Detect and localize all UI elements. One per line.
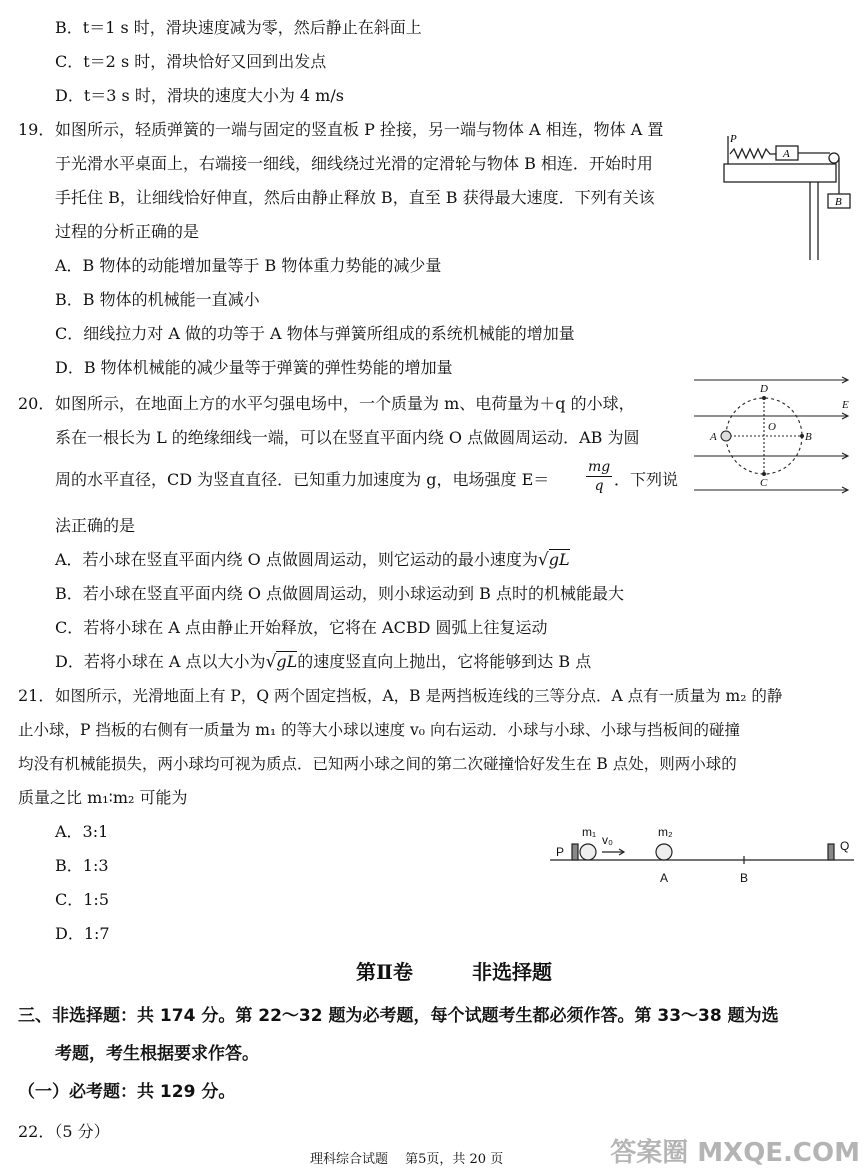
q21-line-3: 均没有机械能损失，两小球均可视为质点．已知两小球之间的第二次碰撞恰好发生在 B 点处，则两小球的 xyxy=(18,755,737,773)
q20-option-b: B．若小球在竖直平面内绕 O 点做圆周运动，则小球运动到 B 点时的机械能最大 xyxy=(55,584,624,603)
q19-line-2: 于光滑水平桌面上，右端接一细线，细线绕过光滑的定滑轮与物体 B 相连．开始时用 xyxy=(55,154,653,173)
q20-option-d-text-pre: D．若将小球在 A 点以大小为 xyxy=(55,652,266,671)
q21-option-a: A．3:1 xyxy=(55,822,109,841)
q20-line-1: 如图所示，在地面上方的水平匀强电场中，一个质量为 m、电荷量为＋q 的小球， xyxy=(55,394,635,413)
q21-fig-label-m1: m₁ xyxy=(582,825,597,839)
q20-fig-label-b: B xyxy=(805,431,812,443)
q20-fraction-numerator: mg xyxy=(588,459,611,475)
q19-option-b: B．B 物体的机械能一直减小 xyxy=(55,290,260,309)
q21-fig-label-v0: v₀ xyxy=(602,833,613,847)
q20-option-c: C．若将小球在 A 点由静止开始释放，它将在 ACBD 圆弧上往复运动 xyxy=(55,618,548,637)
q21-option-b: B．1:3 xyxy=(55,856,109,875)
q21-fig-label-p: P xyxy=(556,845,565,859)
q19-option-d: D．B 物体机械能的减少量等于弹簧的弹性势能的增加量 xyxy=(55,358,453,377)
q21-fig-label-m2: m₂ xyxy=(658,825,673,839)
q20-option-d-text-post: 的速度竖直向上抛出，它将能够到达 B 点 xyxy=(297,652,592,671)
required-questions-heading: （一）必考题：共 129 分。 xyxy=(18,1082,236,1102)
q21-line-1: 如图所示，光滑地面上有 P，Q 两个固定挡板，A，B 是两挡板连线的三等分点．A 点有一质量为 m₂ 的静 xyxy=(55,687,783,705)
q19-line-3: 手托住 B，让细线恰好伸直，然后由静止释放 B，直至 B 获得最大速度．下列有关该 xyxy=(55,188,655,207)
q19-line-4: 过程的分析正确的是 xyxy=(55,222,200,241)
q19-option-c: C．细线拉力对 A 做的功等于 A 物体与弹簧所组成的系统机械能的增加量 xyxy=(55,324,575,343)
q20-option-a: A．若小球在竖直平面内绕 O 点做圆周运动，则它运动的最小速度为√gL xyxy=(55,550,570,570)
q20-electric-field-figure xyxy=(692,376,856,496)
watermark-text: 答案圈 MXQE.COM xyxy=(610,1138,860,1168)
q19-fig-label-p: P xyxy=(730,133,737,145)
q20-number: 20． xyxy=(18,394,55,413)
q19-option-a: A．B 物体的动能增加量等于 B 物体重力势能的减少量 xyxy=(55,256,442,275)
q19-spring-pulley-figure xyxy=(718,128,858,268)
section3-line-1: 三、非选择题：共 174 分。第 22～32 题为必考题，每个试题考生都必须作答。第 33～38 题为选 xyxy=(18,1006,779,1026)
q19-fig-label-a: A xyxy=(783,148,790,160)
q20-line-2: 系在一根长为 L 的绝缘细线一端，可以在竖直平面内绕 O 点做圆周运动．AB 为圆 xyxy=(55,428,640,447)
q20-option-d: D．若将小球在 A 点以大小为√gL的速度竖直向上抛出，它将能够到达 B 点 xyxy=(55,652,592,672)
q19-number: 19． xyxy=(18,120,55,139)
q19-line-1: 如图所示，轻质弹簧的一端与固定的竖直板 P 拴接，另一端与物体 A 相连，物体 A 置 xyxy=(55,120,664,139)
q21-collision-figure xyxy=(548,820,858,890)
q21-option-c: C．1:5 xyxy=(55,890,109,909)
q20-fig-label-d: D xyxy=(760,383,768,395)
q21-line-2: 止小球，P 挡板的右侧有一质量为 m₁ 的等大小球以速度 v₀ 向右运动．小球与小球、小球与挡板间的碰撞 xyxy=(18,721,740,739)
q20-fig-label-e: E xyxy=(842,399,849,411)
q20-option-a-sqrt: gL xyxy=(548,550,570,569)
q21-number: 21． xyxy=(18,686,55,705)
section3-line-2: 考题，考生根据要求作答。 xyxy=(55,1044,259,1064)
q18-option-d: D．t＝3 s 时，滑块的速度大小为 4 m/s xyxy=(55,86,344,105)
q18-option-c: C．t＝2 s 时，滑块恰好又回到出发点 xyxy=(55,52,327,71)
q20-fraction-denominator: q xyxy=(594,478,604,494)
q20-line-3-tail: ．下列说 xyxy=(614,470,679,489)
q20-fig-label-c: C xyxy=(760,477,768,489)
q21-option-d: D．1:7 xyxy=(55,924,110,943)
q20-option-d-sqrt: gL xyxy=(276,652,298,671)
q20-fig-label-o: O xyxy=(768,421,776,433)
q20-field-fraction xyxy=(586,458,612,495)
q21-fig-label-q: Q xyxy=(840,839,850,853)
q18-option-b: B．t＝1 s 时，滑块速度减为零，然后静止在斜面上 xyxy=(55,18,422,37)
q20-line-3: 周的水平直径，CD 为竖直直径．已知重力加速度为 g，电场强度 E＝ xyxy=(55,470,550,489)
q21-fig-label-a: A xyxy=(660,871,669,885)
q22-header: 22．（5 分） xyxy=(18,1122,110,1141)
part2-title-a: 第Ⅱ卷 xyxy=(356,960,413,984)
watermark-logo xyxy=(610,1132,860,1169)
q20-option-a-text: A．若小球在竖直平面内绕 O 点做圆周运动，则它运动的最小速度为 xyxy=(55,550,538,569)
page-footer: 理科综合试题 第5页，共 20 页 xyxy=(310,1152,504,1167)
part2-title-b: 非选择题 xyxy=(472,960,552,984)
q20-fig-label-a: A xyxy=(710,431,717,443)
q21-line-4: 质量之比 m₁∶m₂ 可能为 xyxy=(18,788,188,807)
q20-line-4: 法正确的是 xyxy=(55,516,136,535)
q19-fig-label-b: B xyxy=(835,196,842,208)
q21-fig-label-b: B xyxy=(740,871,749,885)
